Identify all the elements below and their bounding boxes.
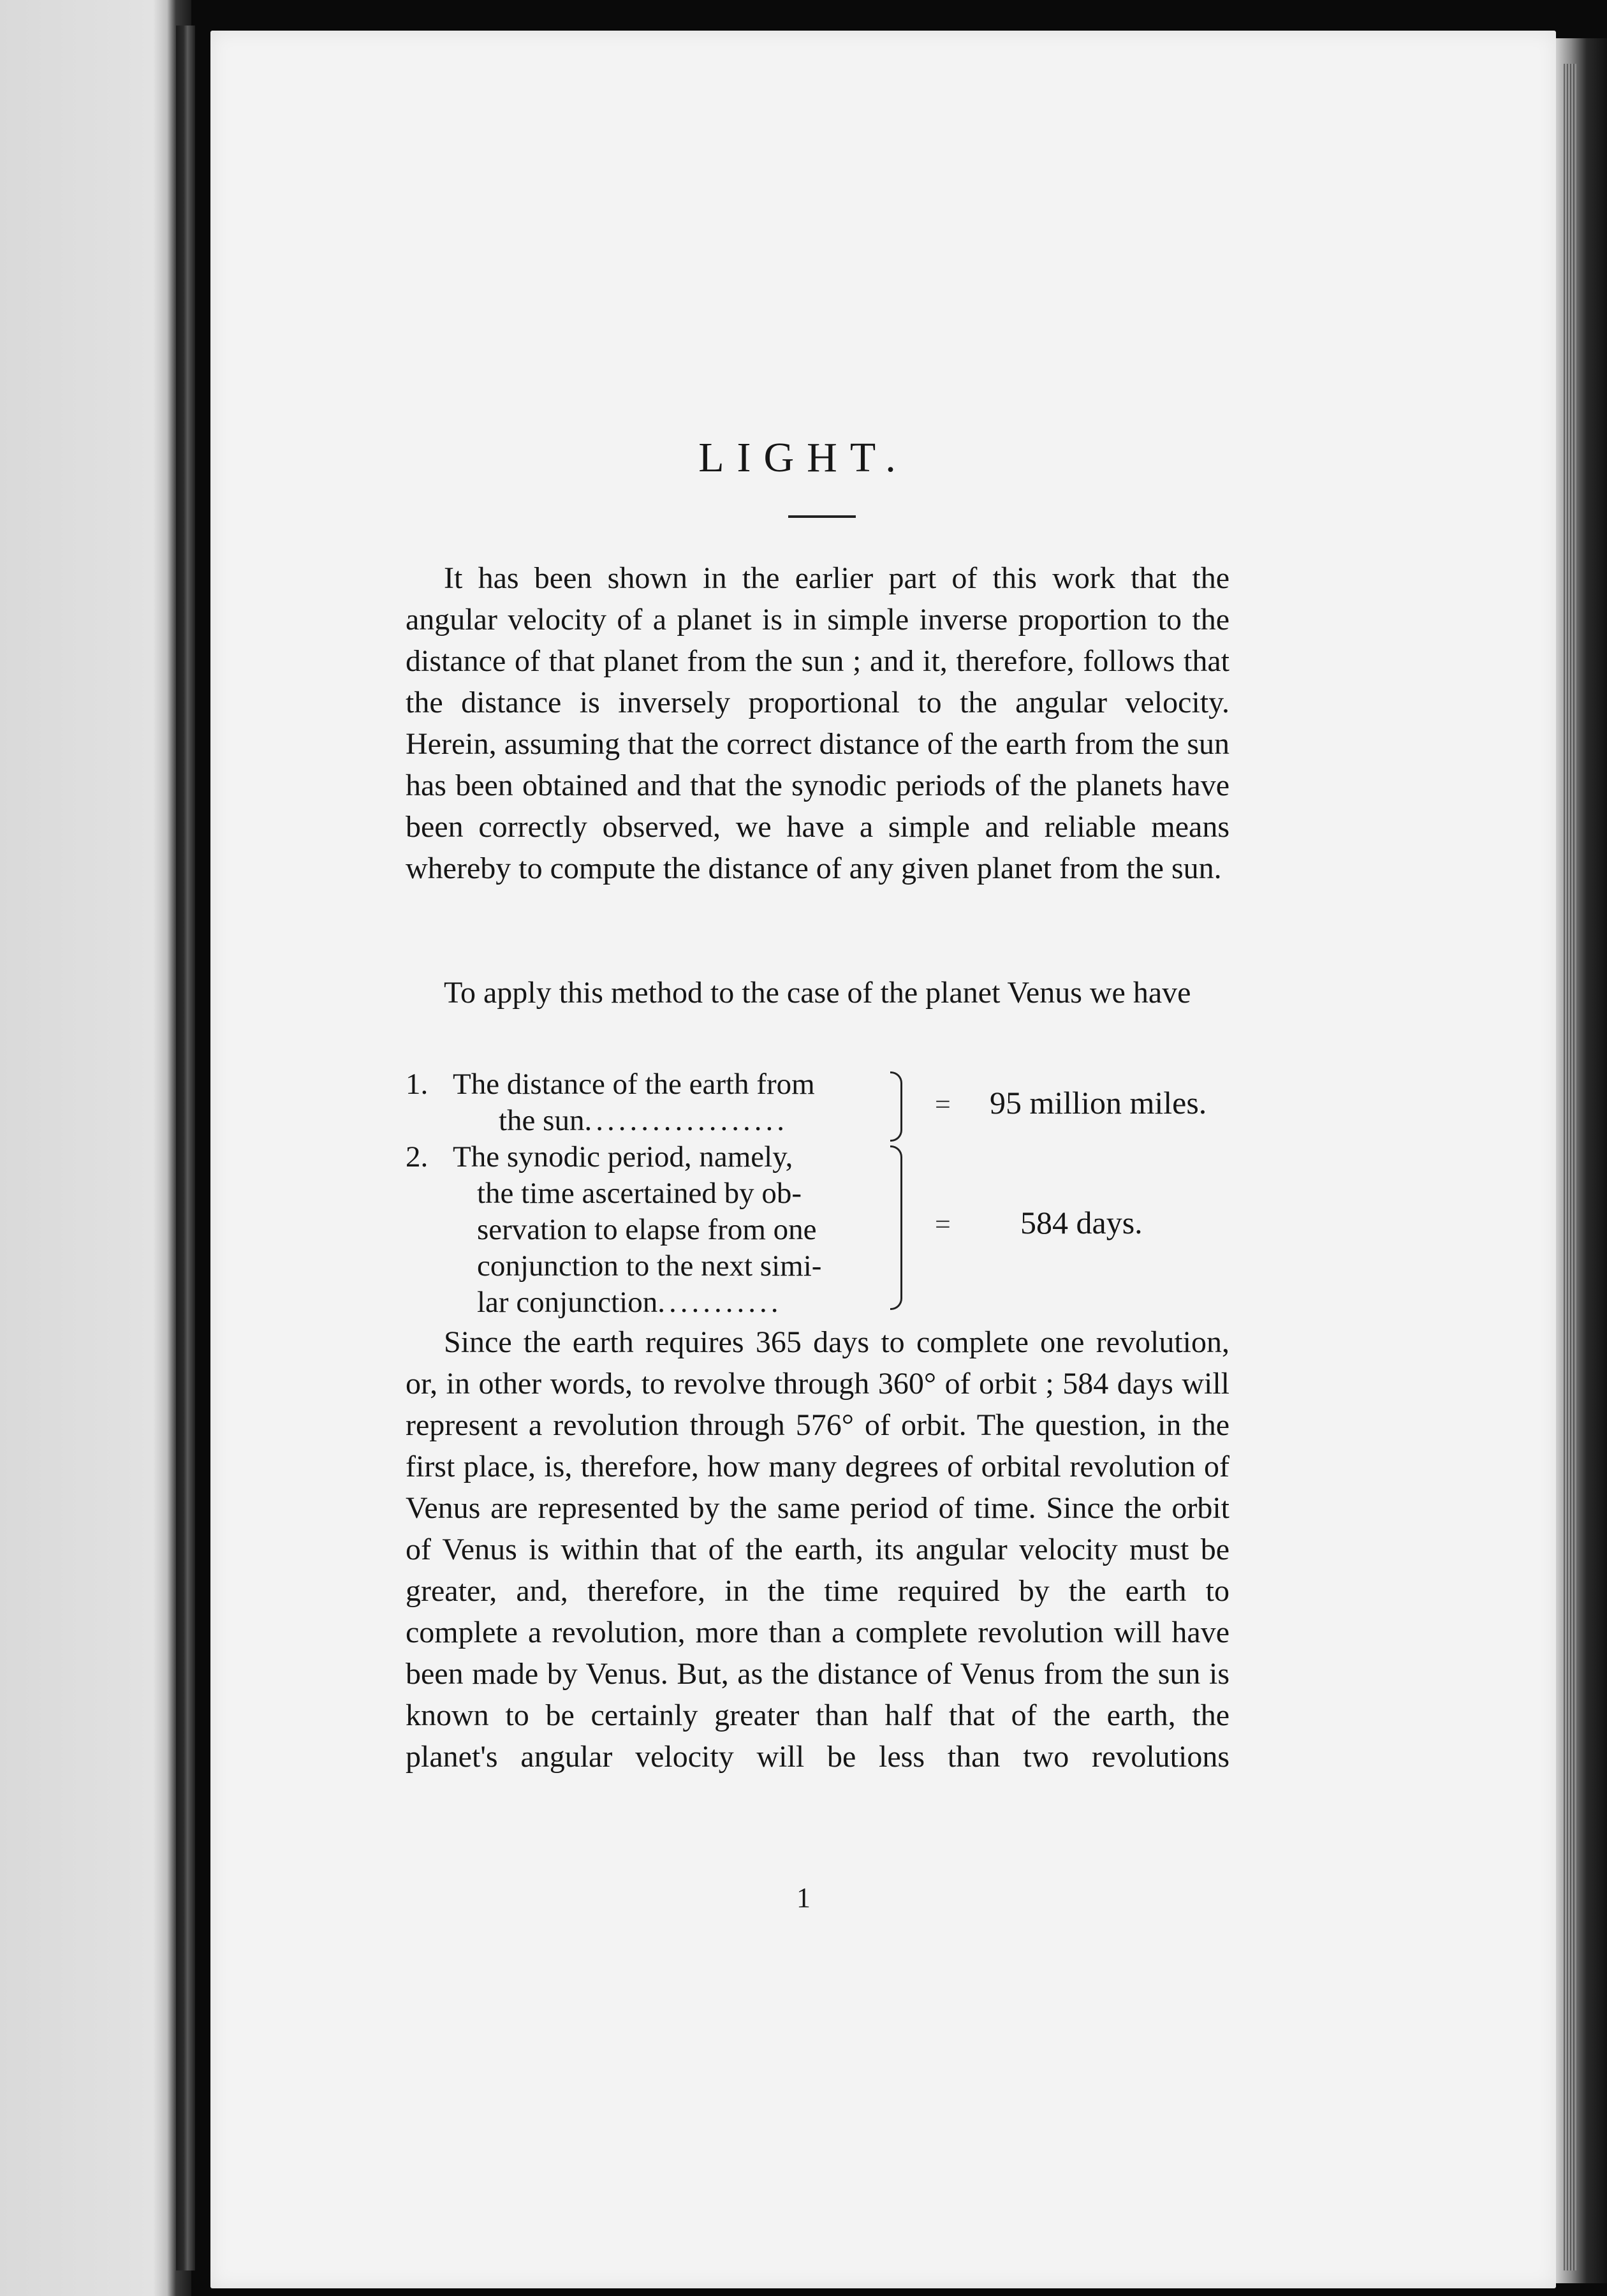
list-value-2: 584 days. xyxy=(1020,1205,1143,1240)
list-value-1: 95 million miles. xyxy=(990,1085,1207,1121)
page-number: 1 xyxy=(796,1882,811,1913)
list-line-text: lar conjunction xyxy=(477,1286,658,1319)
list-number: 1. xyxy=(406,1068,429,1101)
paragraph-3: Since the earth requires 365 days to complete one revolution, or, in other words, to revolve through 360° of orbit ; 584 days will represent a revolution through 576° of orbit. The question, in the first place, is, therefore, how many degrees of orbital revolution of Venus are represented by the same period of time. Since the orbit of Venus is within that of the earth, its angular velocity must be greater, and, therefore, in the time required by the earth to complete a revolution, more than a complete revolution will have been made by Venus. But, as the distance of Venus from the sun is known to be certainly greater than half that of the earth, the planet's angular velocity will be less than two revolutions xyxy=(406,1325,1229,1774)
page-title: LIGHT. xyxy=(698,434,909,481)
title-rule xyxy=(788,515,856,518)
paragraph-1: It has been shown in the earlier part of this work that the angular velocity of a planet is in simple inverse proportion to the distance of that planet from the sun ; and it, therefore, follows that the distance is inversely proportional to the angular velocity. Herein, assuming that the correct distance of the earth from the sun has been obtained and that the synodic periods of the planets have been correctly observed, we have a simple and reliable means whereby to compute the distance of any given planet from the sun. xyxy=(406,561,1229,885)
leader-dots: .................. xyxy=(584,1104,788,1137)
list-line: The distance of the earth from xyxy=(453,1068,815,1101)
scan-left-margin xyxy=(0,0,191,2296)
brace xyxy=(890,1145,902,1310)
page-stack-edges xyxy=(1564,64,1576,2270)
book-spine-shadow xyxy=(176,26,195,2270)
equals-sign: = xyxy=(935,1089,951,1120)
list-line-text: the sun xyxy=(499,1104,585,1137)
list-number: 2. xyxy=(406,1140,429,1174)
list-line xyxy=(499,1103,788,1139)
list-line: The synodic period, namely, xyxy=(453,1140,793,1174)
list-line: the time ascertained by ob- xyxy=(477,1177,802,1210)
paragraph-2: To apply this method to the case of the planet Venus we have xyxy=(444,976,1191,1010)
brace xyxy=(890,1071,902,1142)
list-line xyxy=(477,1284,782,1321)
leader-dots: ........... xyxy=(657,1286,782,1319)
list-line: conjunction to the next simi- xyxy=(477,1249,822,1283)
list-line: servation to elapse from one xyxy=(477,1213,817,1246)
equals-sign: = xyxy=(935,1209,951,1240)
